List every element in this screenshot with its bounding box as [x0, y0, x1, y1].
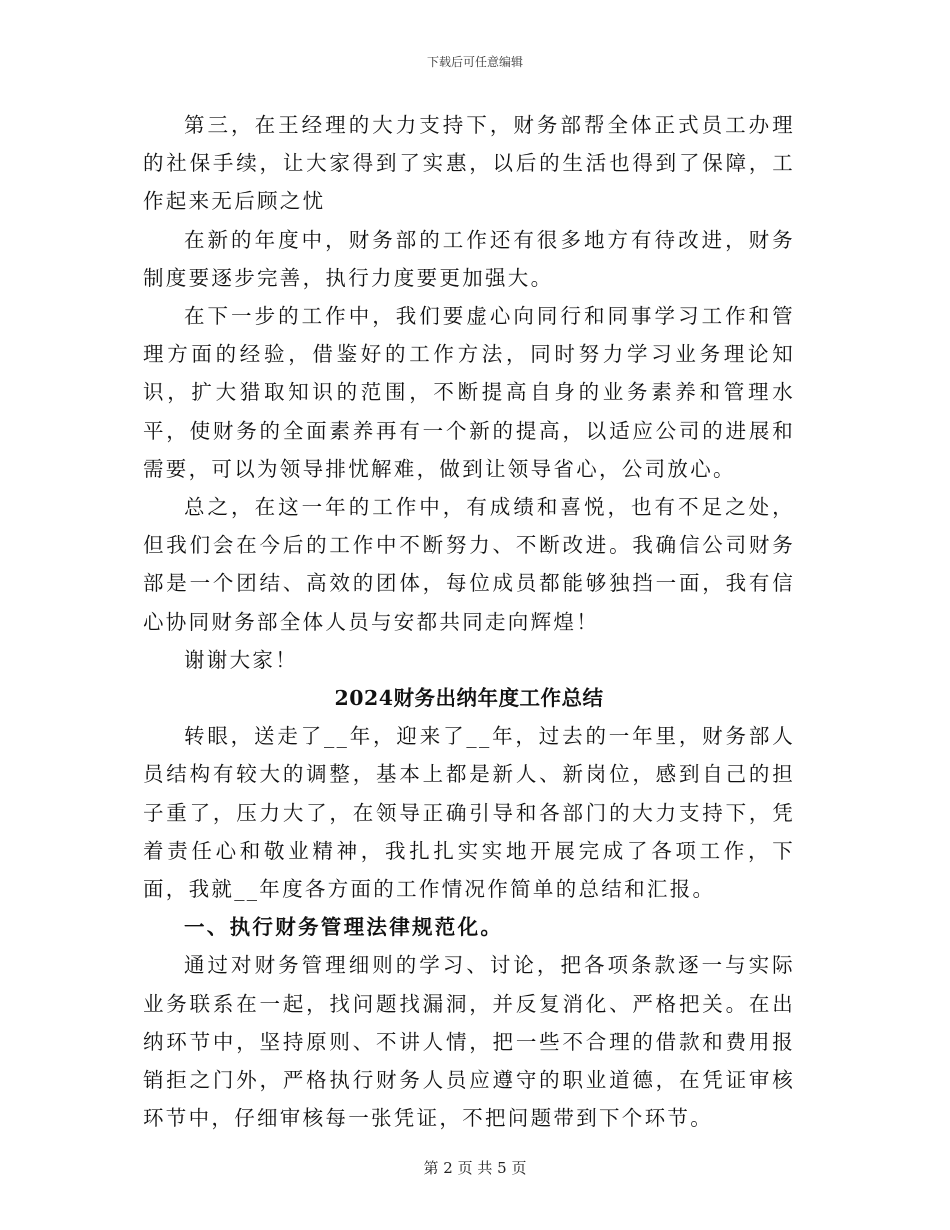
document-title: 2024财务出纳年度工作总结	[334, 686, 604, 711]
paragraph-thanks: 谢谢大家！	[184, 647, 298, 672]
paragraph-new-year: 在新的年度中，财务部的工作还有很多地方有待改进，财务制度要逐步完善，执行力度要更加强大。	[143, 227, 795, 290]
paragraph-third-point: 第三，在王经理的大力支持下，财务部帮全体正式员工办理的社保手续，让大家得到了实惠，以后的生活也得到了保障，工作起来无后顾之忧	[143, 113, 795, 214]
paragraph-next-step: 在下一步的工作中，我们要虚心向同行和同事学习工作和管理方面的经验，借鉴好的工作方法，同时努力学习业务理论知识，扩大猎取知识的范围，不断提高自身的业务素养和管理水平，使财务的全面素养再有一个新的提高，以适应公司的进展和需要，可以为领导排忧解难，做到让领导省心，公司放心。	[143, 304, 795, 481]
page-header: 下载后可任意编辑	[426, 55, 523, 69]
paragraph-intro: 转眼，送走了__年，迎来了__年，过去的一年里，财务部人员结构有较大的调整，基本上都是新人、新岗位，感到自己的担子重了，压力大了，在领导正确引导和各部门的大力支持下，凭着责任心和敬业精神，我扎扎实实地开展完成了各项工作，下面，我就__年度各方面的工作情况作简单的总结和汇报。	[143, 724, 795, 902]
section-heading: 一、执行财务管理法律规范化。	[184, 915, 504, 940]
paragraph-section-body: 通过对财务管理细则的学习、讨论，把各项条款逐一与实际业务联系在一起，找问题找漏洞，并反复消化、严格把关。在出纳环节中，坚持原则、不讲人情，把一些不合理的借款和费用报销拒之门外，严格执行财务人员应遵守的职业道德，在凭证审核环节中，仔细审核每一张凭证，不把问题带到下个环节。	[143, 953, 795, 1131]
document-body	[143, 106, 795, 1137]
page-footer: 第 2 页 共 5 页	[423, 1159, 527, 1177]
paragraph-summary: 总之，在这一年的工作中，有成绩和喜悦，也有不足之处，但我们会在今后的工作中不断努力、不断改进。我确信公司财务部是一个团结、高效的团体，每位成员都能够独挡一面，我有信心协同财务部全体人员与安都共同走向辉煌！	[143, 495, 795, 634]
